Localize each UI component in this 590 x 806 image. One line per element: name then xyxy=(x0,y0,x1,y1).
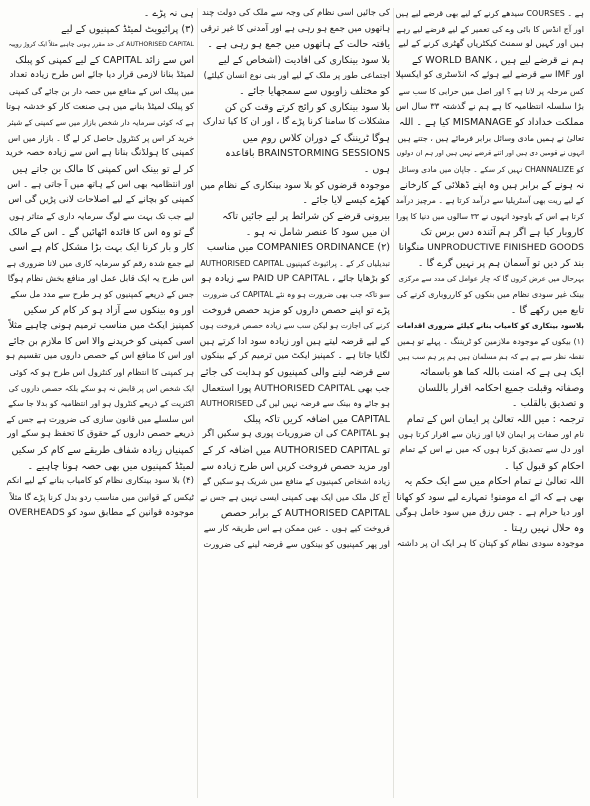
text-line: ہیں اور کہیں لو سمنٹ کیکٹریاں گھٹری کرنے کے لیے xyxy=(398,39,584,50)
text-line: اور وہ بینکوں سے آزاد ہو کر کام کر سکیں xyxy=(23,304,194,316)
text-line: میں پبلک اس کے منافع میں حصہ دار بن جائے گی کمپنی xyxy=(9,87,194,97)
text-line: کار و بار کرنا ایک بہت بڑا مشکل کام ہے اسی xyxy=(9,242,194,254)
text-line: کر لے تو بینک اس کمپنی کا مالک بن جاتے ہیں xyxy=(12,164,194,176)
text-line: تبدیلیاں کر کے ۔ پرائیوٹ کمپنیوں AUTHORISED CAPITAL xyxy=(200,258,390,268)
text-line: مشکلات کا سامنا کرنا پڑے گا ، اور ان کا کیا تدارک xyxy=(202,117,390,128)
text-line: بلاسود بینکاری کو کامیاب بنانے کیلئے ضروری اقدامات xyxy=(396,321,584,331)
text-line: کو بڑھایا جائے ، PAID UP CAPITAL سے زیادہ ہو xyxy=(201,273,390,285)
text-line: مملکت خداداد کو MISMANAGE کیا ہے ۔ اللہ xyxy=(398,117,584,129)
text-line: سے قرضہ لینے والی کمپنیوں کو ہدایت کی جائے xyxy=(200,367,390,379)
text-line: وصفاتہ وقبلت جمیع احکامہ اقرار باللسان xyxy=(418,382,584,394)
text-line: ہو جائے وہ بینک سے قرضہ نہیں لیں گی AUTHORISED xyxy=(200,399,390,409)
text-line: کو پبلک لمیٹڈ بنانے میں ہی صنعت کار کو خدشہ ہوتا xyxy=(6,101,194,112)
text-line: کے لیے ریت بھی آسٹریلیا سے درآمد کرتا ہے ۔ مرچیز درآمد xyxy=(396,196,584,206)
text-line: کرتا ہے اس کے باوجود انہوں نے ۳۳ سالوں میں دنیا کا پورا xyxy=(396,211,584,221)
text-line: تو AUTHORISED CAPITAL میں اضافہ کر کے xyxy=(202,445,390,457)
text-line: کو CHANNALIZE نہیں کر سکے ۔ جاپان میں مادی وسائل xyxy=(398,165,584,175)
text-line: نقطہ نظر سے ہے ہے کہ ہم مسلمان ہیں ہم پر ہم سب ہیں xyxy=(397,352,584,362)
text-line: لیے جب تک بہت سے لوگ سرمایہ داری کے متاثر ہوں xyxy=(9,210,194,221)
text-line: اور IMF سے قرضے لیے ہوئے کہ انڈسٹری کو ایکسپلا xyxy=(396,70,584,81)
text-line: کاروبار کیا ہے اگر ہم آئندہ دس برس تک xyxy=(420,226,584,238)
text-line: بھی ہے کہ ائے اے مومنو! تمہارے لیے سود کو کھانا xyxy=(396,491,584,503)
text-line: موجودہ قرضوں کو بلا سود بینکاری کے نظام میں xyxy=(200,179,390,191)
text-line: اسی کمپنی کو خریدنے والا اس کا ملازم بن جائے xyxy=(8,335,194,347)
text-line: زیادہ اشخاص کمپنیوں کے منافع میں شریک ہو سکیں گے xyxy=(202,477,390,487)
text-line: کرنے کی اجازت ہو لیکن سب سے زیادہ حصص فروخت ہوں xyxy=(200,321,390,331)
text-line: کی جائیں اسی نظام کی وجہ سے ملک کی دولت چند xyxy=(202,8,390,18)
text-column-left xyxy=(6,6,194,798)
text-line: فروخت کیے ہوں ۔ عین ممکن ہے اس طریقہ کار سے xyxy=(203,523,390,534)
text-line: کھڑے کیسے لایا جائے ۔ xyxy=(302,195,390,207)
text-line: کمپنی کا ہولڈنگ بنانا ہے اس سے زیادہ حصہ خرید xyxy=(6,148,194,159)
text-line: ان میں سود کا عنصر شامل نہ ہو ۔ xyxy=(245,226,390,238)
text-line: ہو CAPITAL کی ان ضروریات پوری ہو سکیں اگر xyxy=(202,429,390,440)
text-line: (۲) COMPANIES ORDINANCE میں مناسب xyxy=(206,242,390,254)
text-line: اور دیا حرام ہے ۔ جس رزق میں سود خامل ہوگی xyxy=(396,507,584,518)
text-line: بڑا سلسلہ انتظامیہ کا ہے ہم نے گذشتہ ۳۳ سال اس xyxy=(396,101,584,112)
text-line: اور پھر کمپنیوں کو بینکوں سے قرضہ لینے کی ضرورت xyxy=(203,538,390,549)
text-line: بند کر دیں تو آسمان ہم پر نہیں گرے گا ۔ xyxy=(417,257,584,269)
text-line: اجتماعی طور پر ملک کے لیے اور بنی نوع انسان کیلئے) xyxy=(203,70,390,81)
text-line: تابع میں رکھے گا ۔ xyxy=(510,304,584,316)
text-column-middle xyxy=(200,6,390,798)
text-line: آج کل ملک میں ایک بھی کمپنی ایسی نہیں ہے جس نے xyxy=(200,491,390,502)
text-line: نام اور صفات پر ایمان لایا اور زبان سے اقرار کرتا ہوں xyxy=(398,429,584,440)
column-divider xyxy=(393,8,394,798)
text-line: AUTHORISED CAPITAL کے برابر حصص xyxy=(220,507,390,519)
text-line: لگایا جاتا ہے ۔ کمپنیز ایکٹ میں ترمیم کر کے بینکوں xyxy=(200,351,390,362)
text-line: ہوں ۔ xyxy=(363,164,390,176)
text-line: ہاتھوں میں جمع ہو رہی ہے اور آمدنی کا غیر ترقی xyxy=(200,23,390,34)
text-line: ترجمہ : میں اللہ تعالیٰ پر ایمان اس کے تمام xyxy=(406,413,584,425)
text-line: احکام کو قبول کیا ۔ xyxy=(504,460,584,472)
text-line: (۱) بیکوں کے موجودہ ملازمین کو ٹریننگ ۔ پہلے تو ہمیں xyxy=(397,336,584,346)
text-line: اکثریت کے ذریعے کنٹرول ہو اور انتظامیہ کو بدلا جا سکے xyxy=(8,399,194,409)
text-line: جس کے ذریعے کمپنیوں کو ہر طرح سے مدد مل سکے xyxy=(10,288,194,299)
text-line: لمیٹڈ بنانا لازمی قرار دیا جائے اس طرح زیادہ تعداد xyxy=(9,70,194,81)
text-line: لمیٹڈ کمپنیوں میں بھی حصہ ہونا چاہیے ۔ xyxy=(27,460,194,472)
text-line: کے لیے قرضہ لیتے ہیں اور زیادہ سود ادا کرتے ہیں xyxy=(200,335,390,347)
text-line: اللہ تعالیٰ نے تمام احکام میں سے ایک حکم یہ xyxy=(404,476,584,488)
text-line: ہم نے قرضے لیے ہیں ، WORLD BANK کے xyxy=(412,54,584,66)
text-line: کمپنیز ایکٹ میں مناسب ترمیم ہونی چاہیے مثلاً xyxy=(8,320,194,332)
text-line: جب بھی AUTHORISED CAPITAL پورا استعمال xyxy=(201,382,390,394)
text-line: کمپنی کو بچانے کے لیے اصلاحات لانی پڑیں گی اس xyxy=(8,195,194,206)
text-line: بینک غیر سودی نظام میں بنکوں کو کارروباری کرنے کی xyxy=(396,288,584,299)
text-line: ٹیکس کے قوانین میں مناسب ردو بدل کرنا پڑے گا مثلاً xyxy=(9,491,194,502)
text-line: سو تاکہ جب بھی ضرورت ہو وہ نئے CAPITAL کی ضرورت xyxy=(202,289,390,299)
text-line: موجودہ سودی نظام کو کپتان کا ہر ایک ان پر داشتہ xyxy=(396,538,584,549)
text-line: گے تو وہ اس کا فائدہ اٹھائیں گے ۔ اس کے مالک xyxy=(8,226,194,238)
text-line: تعالیٰ نے ہمیں مادی وسائل برابر فرمائے ہیں ، جتنے ہیں xyxy=(397,133,584,143)
text-line: اس سے زائد CAPITAL کے لیے کمپنی کو پبلک xyxy=(15,54,194,66)
text-line: کمپنیاں زیادہ شفاف طریقے سے کام کر سکیں xyxy=(11,445,194,457)
text-line: ہی نہ پڑے ۔ xyxy=(143,8,194,19)
text-line: BRAINSTORMING SESSIONS باقاعدہ xyxy=(225,148,390,160)
text-line: اور انتظامیہ بھی اس کے ہاتھ میں آ جاتی ہے ۔ اس xyxy=(7,179,194,190)
text-line: اور مزید حصص فروخت کریں اس طرح زیادہ سے xyxy=(200,460,390,472)
text-column-right xyxy=(396,6,584,798)
text-line: AUTHORISED CAPITAL کی حد مقرر ہونی چاہیے مثلاً ایک کروڑ روپیہ xyxy=(8,41,194,49)
text-line: خرید کر اس پر کنٹرول حاصل کر لے گا ۔ بازار میں اس xyxy=(7,132,194,143)
text-line: ہے ۔ COURSES سیدھے کرنے کے لیے بھی قرضے لیے ہیں xyxy=(396,9,584,18)
text-line: موجودہ قوانین کے مطابق سود کو OVERHEADS xyxy=(8,507,194,518)
text-line: CAPITAL میں اضافہ کریں تاکہ پبلک xyxy=(243,413,390,425)
text-line: انہوں نے قومیں دی ہیں اور اتنے قرضے نہیں ہیں اور ہم ان دولوں xyxy=(396,149,584,158)
text-line: بیرونی قرضے کن شرائط پر لیے جائیں تاکہ xyxy=(222,210,390,222)
text-line: نہ ہونے کے برابر ہیں وہ اپنے ڈھلائی کے کارخانے xyxy=(399,179,584,191)
text-line: ذریعے حصص داروں کے حقوق کا تحفظ ہو سکے اور xyxy=(7,429,194,440)
text-line: ایک ہی ہے کہ امنت باللہ کما ھو باسمائہ xyxy=(419,367,584,379)
text-line: اور دل سے تصدیق کرتا ہوں کہ میں نے اس کے تمام xyxy=(399,445,584,456)
text-line: یافتہ حالت کے ہاتھوں میں جمع ہو رہی ہے ۔ xyxy=(207,39,390,51)
text-line: بلا سود بینکاری کو رائج کرتے وقت کن کن xyxy=(224,101,390,113)
text-line: ہوگا ٹریننگ کے دوران کلاس روم میں xyxy=(242,132,390,144)
text-line: بلا سود بینکاری کی افادیت (اشخاص کے لیے xyxy=(218,54,390,66)
text-line: وہ حلال نہیں رہتا ۔ xyxy=(502,523,584,535)
text-line: کس مرحلہ پر لانا ہے ؟ اور اصل میں حرابی کا سب سے xyxy=(398,87,584,97)
text-line: کو مختلف زاویوں سے سمجھایا جائے ۔ xyxy=(239,86,390,98)
text-line: اس سلسلے میں قانون سازی کی ضرورت ہے جس کے xyxy=(6,413,194,424)
text-line: (۴) بلا سود بینکاری نظام کو کامیاب بنانے کے لیے انکم xyxy=(6,476,194,487)
text-line: ایک شخص اس پر قابض نہ ہو سکے بلکہ حصص داروں کی xyxy=(8,383,194,393)
text-line: بہرحال میں عرض کروں گا کہ چار عوامل کی مدد سے مرکزی xyxy=(398,274,584,284)
text-line: ہر کمپنی کا انتظام اور کنٹرول اس طرح ہو کہ کوئی xyxy=(9,367,194,378)
text-line: اور آج انڈس کا بائی وے کی تعمیر کے لیے قرضے لیے رہے xyxy=(396,23,584,34)
text-line: و تصدیق بالقلب ۔ xyxy=(511,398,584,410)
column-divider xyxy=(197,8,198,798)
text-line: پڑے تو اپنے حصص داروں کو مزید حصص فروخت xyxy=(202,304,390,316)
text-line: اور اس کا منافع اس کے حصص داروں میں تقسیم ہو xyxy=(6,351,194,362)
text-line: UNPRODUCTIVE FINISHED GOODS منگوانا xyxy=(398,242,584,254)
text-line: اس طرح یہ ایک قابل عمل اور منافع بخش نظام ہوگا xyxy=(7,273,194,284)
text-line: لیے جمع شدہ رقم کو سرمایہ کاری میں لانا ضروری ہے xyxy=(6,257,194,268)
text-line: (۳) پرائیویٹ لمیٹڈ کمپنیوں کے لیے xyxy=(61,23,194,35)
text-line: ہے کہ کوئی سرمایہ دار شخص بازار میں سے کمپنی کے شیئر xyxy=(7,118,194,128)
